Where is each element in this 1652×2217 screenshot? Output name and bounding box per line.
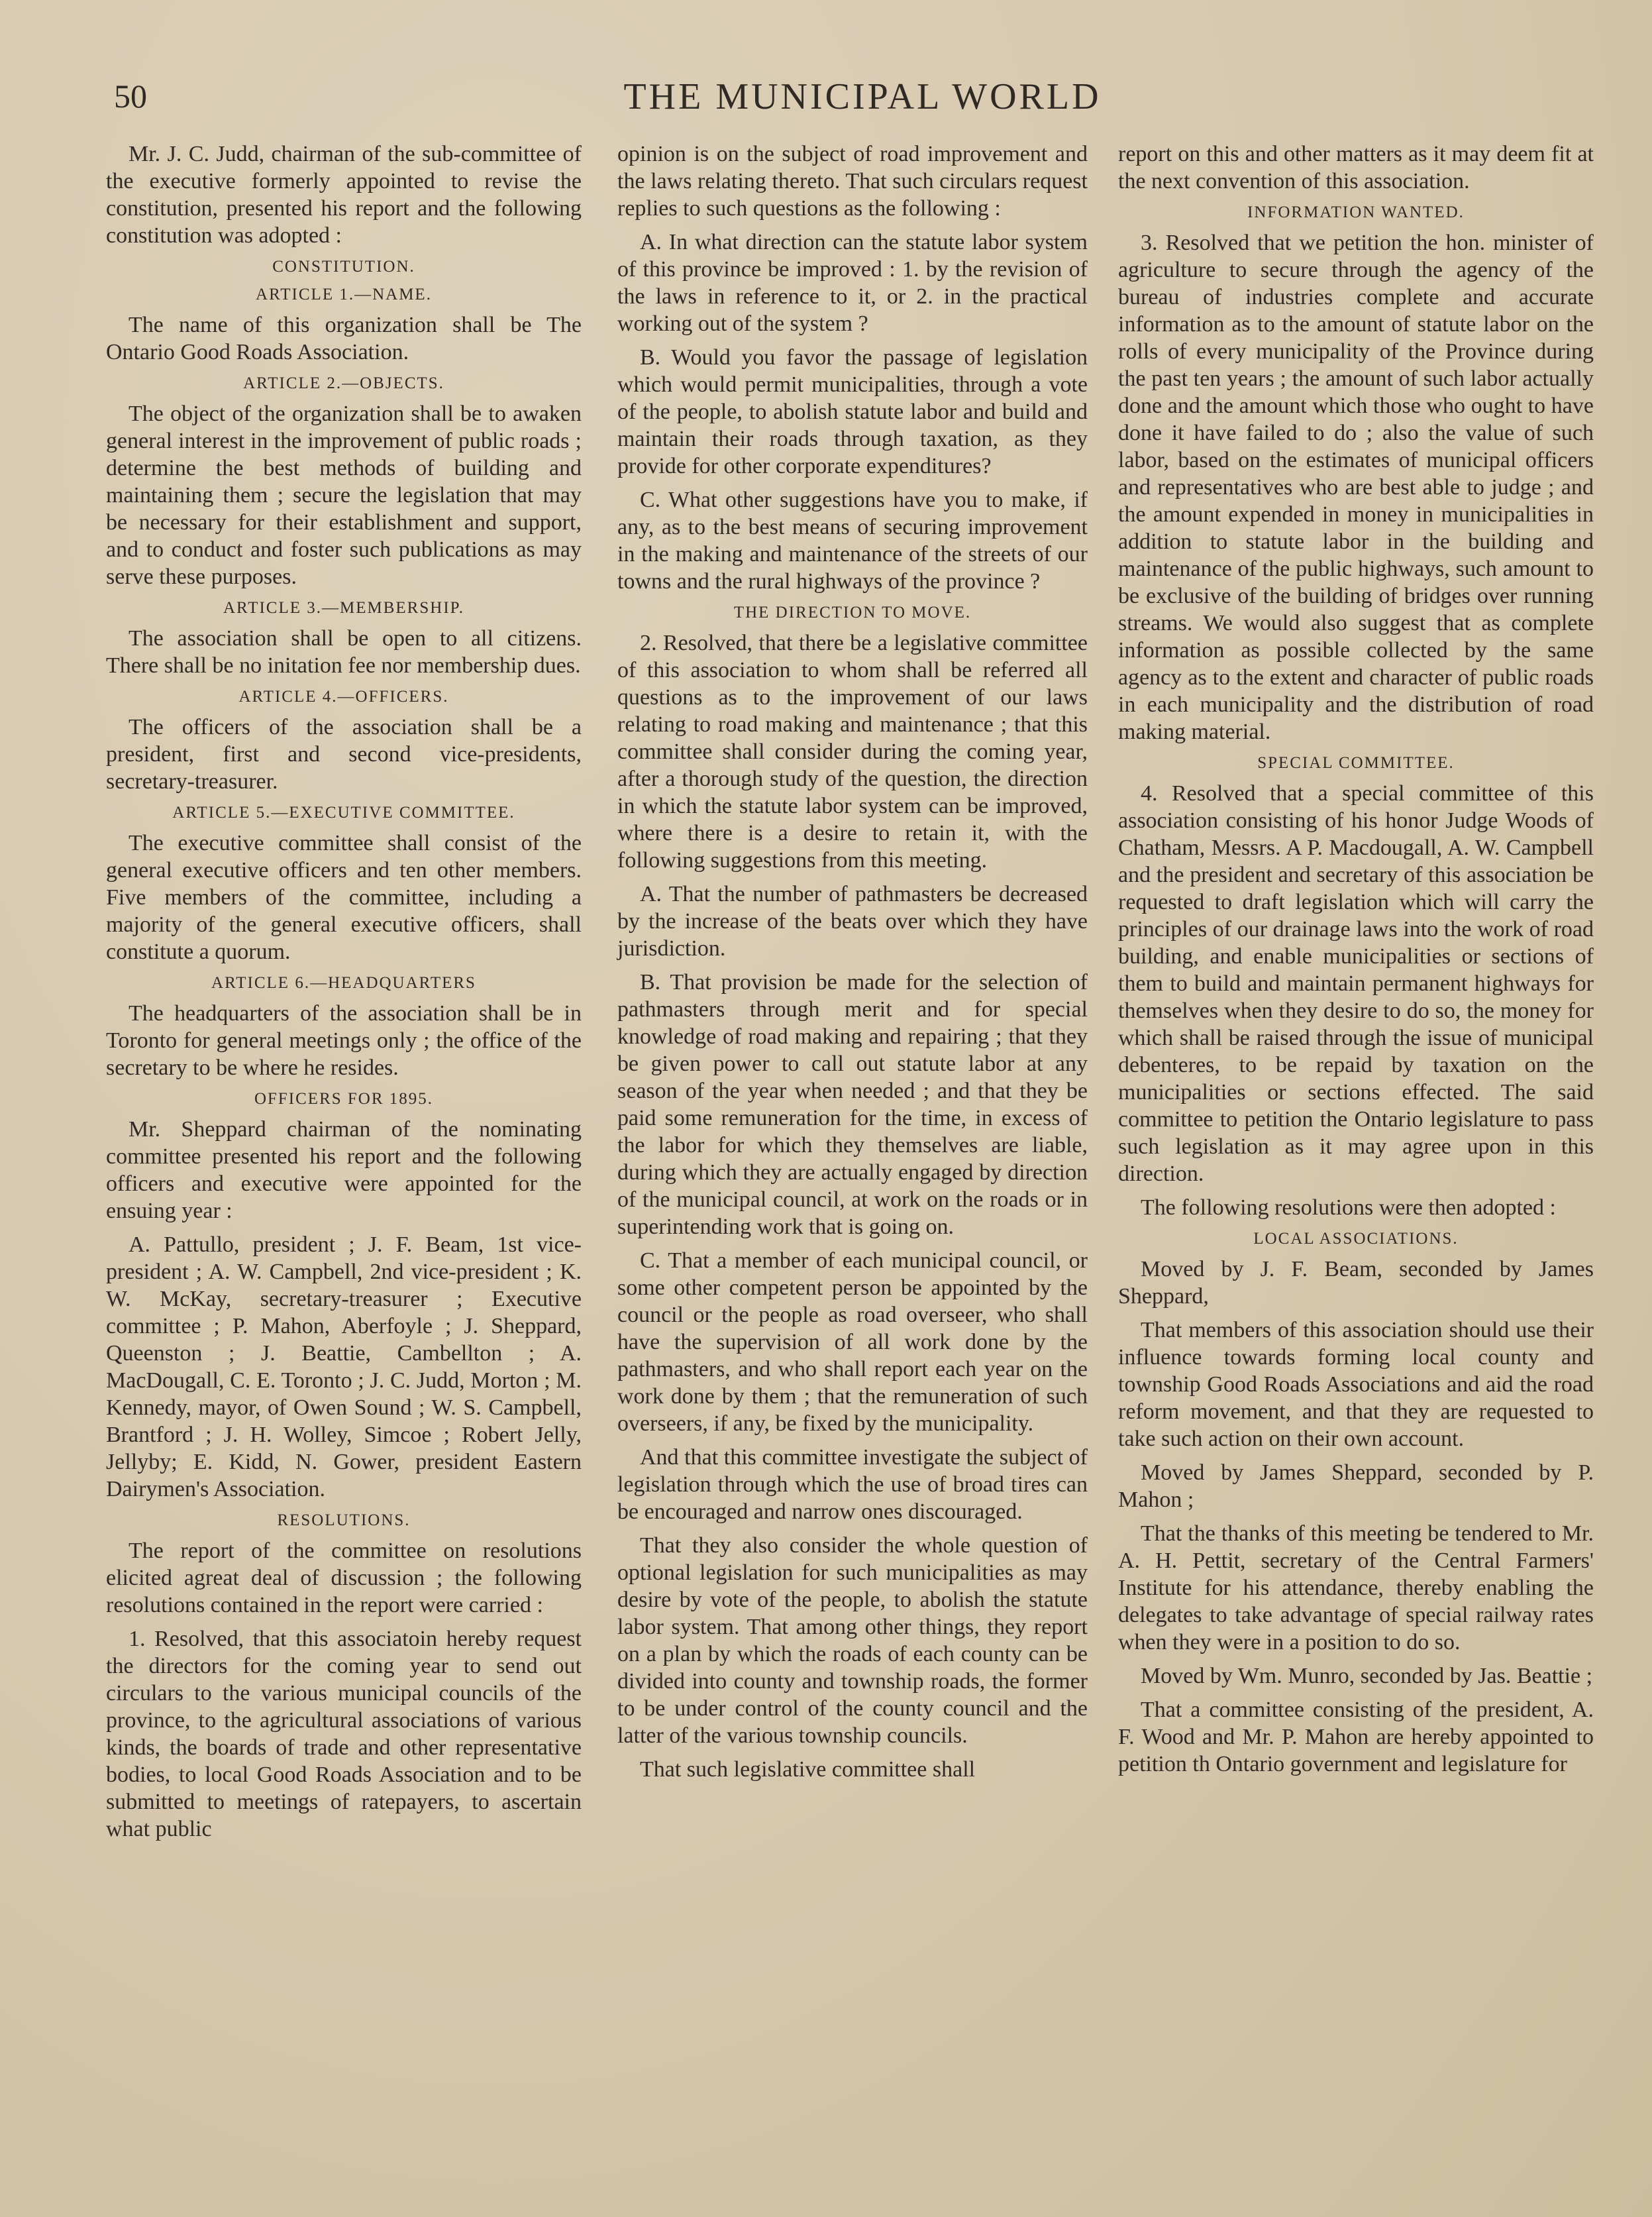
section-heading: SPECIAL COMMITTEE.	[1257, 754, 1455, 772]
section-heading: RESOLUTIONS.	[277, 1511, 411, 1529]
paragraph: C. What other suggestions have you to make, if any, as to the best means of securing improvement in the making and maintenance of the streets of our towns and the rural highways of the province ?	[617, 488, 1088, 594]
paragraph: 1. Resolved, that this associatoin hereby request the directors for the coming year to send out circulars to the various municipal councils of the province, to the agricultural associations of various kinds, the boards of trade and other representative bodies, to local Good Roads Association and to be submitted to meetings of ratepayers, to ascertain what public	[106, 1627, 582, 1841]
article-heading: ARTICLE 4.—OFFICERS.	[238, 688, 449, 706]
section-heading: THE DIRECTION TO MOVE.	[733, 604, 972, 622]
paragraph: The object of the organization shall be to awaken general interest in the improvement of public roads ; determine the best methods of building and maintaining them ; secure the legislation that may be necessary for their establishment and support, and to conduct and foster such publications as may serve these purposes.	[106, 402, 582, 589]
paragraph: 3. Resolved that we petition the hon. minister of agriculture to secure through the agency of the bureau of industries complete and accurate information as to the amount of statute labor on the rolls of every municipality of the Province during the past ten years ; the amount of such labor actually done and the amount which those who ought to have done it have failed to do ; also the value of such labor, based on the estimates of municipal officers and representatives who are best able to judge ; and the amount expended in money in municipalities in addition to statute labor in the building and maintenance of the public highways, such amount to be exclusive of the building of bridges over running streams. We would also suggest that as complete information as possible collected by the same agency as to the extent and character of public roads in each municipality and the distribution of road making material.	[1118, 231, 1594, 744]
column-middle	[617, 140, 1088, 1790]
paragraph: 4. Resolved that a special committee of this association consisting of his honor Judge Woods of Chatham, Messrs. A P. Macdougall, A. W. Campbell and the president and secretary of this association be requested to draft legislation which will carry the principles of our drainage laws into the work of road building, and enable municipalities or sections of them to build and maintain permanent highways for themselves when they desire to do so, the money for which shall be raised through the issue of municipal debenteres, to be repaid by taxation on the municipalities or sections effected. The said committee to petition the Ontario legislature to pass such legislation as it may agree upon in this direction.	[1118, 781, 1594, 1186]
article-heading: ARTICLE 6.—HEADQUARTERS	[211, 974, 476, 992]
paragraph: Mr. J. C. Judd, chairman of the sub-committee of the executive formerly appointed to revise the constitution, presented his report and the following constitution was adopted :	[106, 142, 582, 248]
paragraph: The name of this organization shall be The Ontario Good Roads Association.	[106, 313, 582, 364]
paragraph: The report of the committee on resolutions elicited agreat deal of discussion ; the following resolutions contained in the report were carried :	[106, 1539, 582, 1617]
column-left	[106, 140, 582, 1849]
paragraph: report on this and other matters as it may deem fit at the next convention of this association.	[1118, 142, 1594, 193]
article-heading: ARTICLE 2.—OBJECTS.	[243, 374, 444, 392]
article-heading: ARTICLE 5.—EXECUTIVE COMMITTEE.	[172, 804, 515, 822]
section-heading: OFFICERS FOR 1895.	[254, 1090, 434, 1108]
paragraph: That members of this association should use their influence towards forming local county and township Good Roads Associations and aid the road reform movement, and that they are requested to take such action on their own account.	[1118, 1318, 1594, 1451]
paragraph: The headquarters of the association shall be in Toronto for general meetings only ; the office of the secretary to be where he resides.	[106, 1001, 582, 1080]
paragraph: C. That a member of each municipal council, or some other competent person be appointed by the council or the people as road overseer, who shall have the supervision of all work done by the pathmasters, and who shall report each year on the work done by them ; that the remuneration of such overseers, if any, be fixed by the municipality.	[617, 1248, 1088, 1436]
paragraph: A. In what direction can the statute labor system of this province be improved : 1. by the revision of the laws in reference to it, or 2. in the practical working out of the system ?	[617, 230, 1088, 336]
article-heading: ARTICLE 3.—MEMBERSHIP.	[223, 599, 465, 617]
paragraph: A. Pattullo, president ; J. F. Beam, 1st vice-president ; A. W. Campbell, 2nd vice-president ; K. W. McKay, secretary-treasurer ; Executive committee ; P. Mahon, Aberfoyle ; J. Sheppard, Queenston ; J. Beattie, Cambellton ; A. MacDougall, C. E. Toronto ; J. C. Judd, Morton ; M. Kennedy, mayor, of Owen Sound ; W. S. Campbell, Brantford ; J. H. Wolley, Simcoe ; Robert Jelly, Jellyby; E. Kidd, N. Gower, president Eastern Dairymen's Association.	[106, 1232, 582, 1501]
section-heading: LOCAL ASSOCIATIONS.	[1253, 1230, 1459, 1248]
page-number: 50	[114, 78, 147, 115]
paragraph: The following resolutions were then adopted :	[1141, 1195, 1556, 1220]
paragraph: 2. Resolved, that there be a legislative committee of this association to whom shall be referred all questions as to the improvement of our laws relating to road making and maintenance ; that this committee shall consider during the coming year, after a thorough study of the question, the direction in which the statute labor system can be improved, where there is a desire to retain it, with the following suggestions from this meeting.	[617, 631, 1088, 873]
page-header	[114, 72, 1611, 131]
paragraph: B. Would you favor the passage of legislation which would permit municipalities, through a vote of the people, to abolish statute labor and build and maintain their roads through taxation, as they provide for other corporate expenditures?	[617, 345, 1088, 478]
paragraph: Moved by Wm. Munro, seconded by Jas. Beattie ;	[1141, 1664, 1593, 1688]
section-heading: CONSTITUTION.	[272, 258, 415, 276]
paragraph: That such legislative committee shall	[640, 1757, 976, 1782]
paragraph: B. That provision be made for the selection of pathmasters through merit and for special knowledge of road making and repairing ; that they be given power to call out statute labor at any season of the year when needed ; and that they be paid some remuneration for the time, in excess of the labor for which they themselves are liable, during which they are actually engaged by direction of the municipal council, at work on the roads or in superintending work that is going on.	[617, 970, 1088, 1239]
paragraph: The association shall be open to all citizens. There shall be no initation fee nor membership dues.	[106, 626, 582, 678]
paragraph: opinion is on the subject of road improvement and the laws relating thereto. That such circulars request replies to such questions as the following :	[617, 142, 1088, 221]
paragraph: The officers of the association shall be a president, first and second vice-presidents, secretary-treasurer.	[106, 715, 582, 794]
paragraph: The executive committee shall consist of the general executive officers and ten other members. Five members of the committee, including a majority of the general executive officers, shall constitute a quorum.	[106, 831, 582, 964]
paragraph: Moved by James Sheppard, seconded by P. Mahon ;	[1118, 1460, 1594, 1512]
paragraph: That they also consider the whole question of optional legislation for such municipalities as may desire by vote of the people, to abolish the statute labor system. That among other things, they report on a plan by which the roads of each county can be divided into county and township roads, the former to be under control of the county council and the latter of the various township councils.	[617, 1533, 1088, 1748]
paragraph: Mr. Sheppard chairman of the nominating committee presented his report and the following officers and executive were appointed for the ensuing year :	[106, 1117, 582, 1223]
paragraph: And that this committee investigate the subject of legislation through which the use of broad tires can be encouraged and narrow ones discouraged.	[617, 1445, 1088, 1524]
paragraph: That a committee consisting of the president, A. F. Wood and Mr. P. Mahon are hereby appointed to petition th Ontario government and legislature for	[1118, 1698, 1594, 1776]
article-heading: ARTICLE 1.—NAME.	[256, 286, 432, 303]
paragraph: Moved by J. F. Beam, seconded by James Sheppard,	[1118, 1257, 1594, 1309]
running-title: THE MUNICIPAL WORLD	[623, 76, 1102, 117]
paragraph: A. That the number of pathmasters be decreased by the increase of the beats over which they have jurisdiction.	[617, 882, 1088, 961]
section-heading: INFORMATION WANTED.	[1247, 203, 1465, 221]
column-right	[1118, 140, 1594, 1784]
paragraph: That the thanks of this meeting be tendered to Mr. A. H. Pettit, secretary of the Central Farmers' Institute for his attendance, thereby enabling the delegates to take advantage of special railway rates when they were in a position to do so.	[1118, 1521, 1594, 1654]
